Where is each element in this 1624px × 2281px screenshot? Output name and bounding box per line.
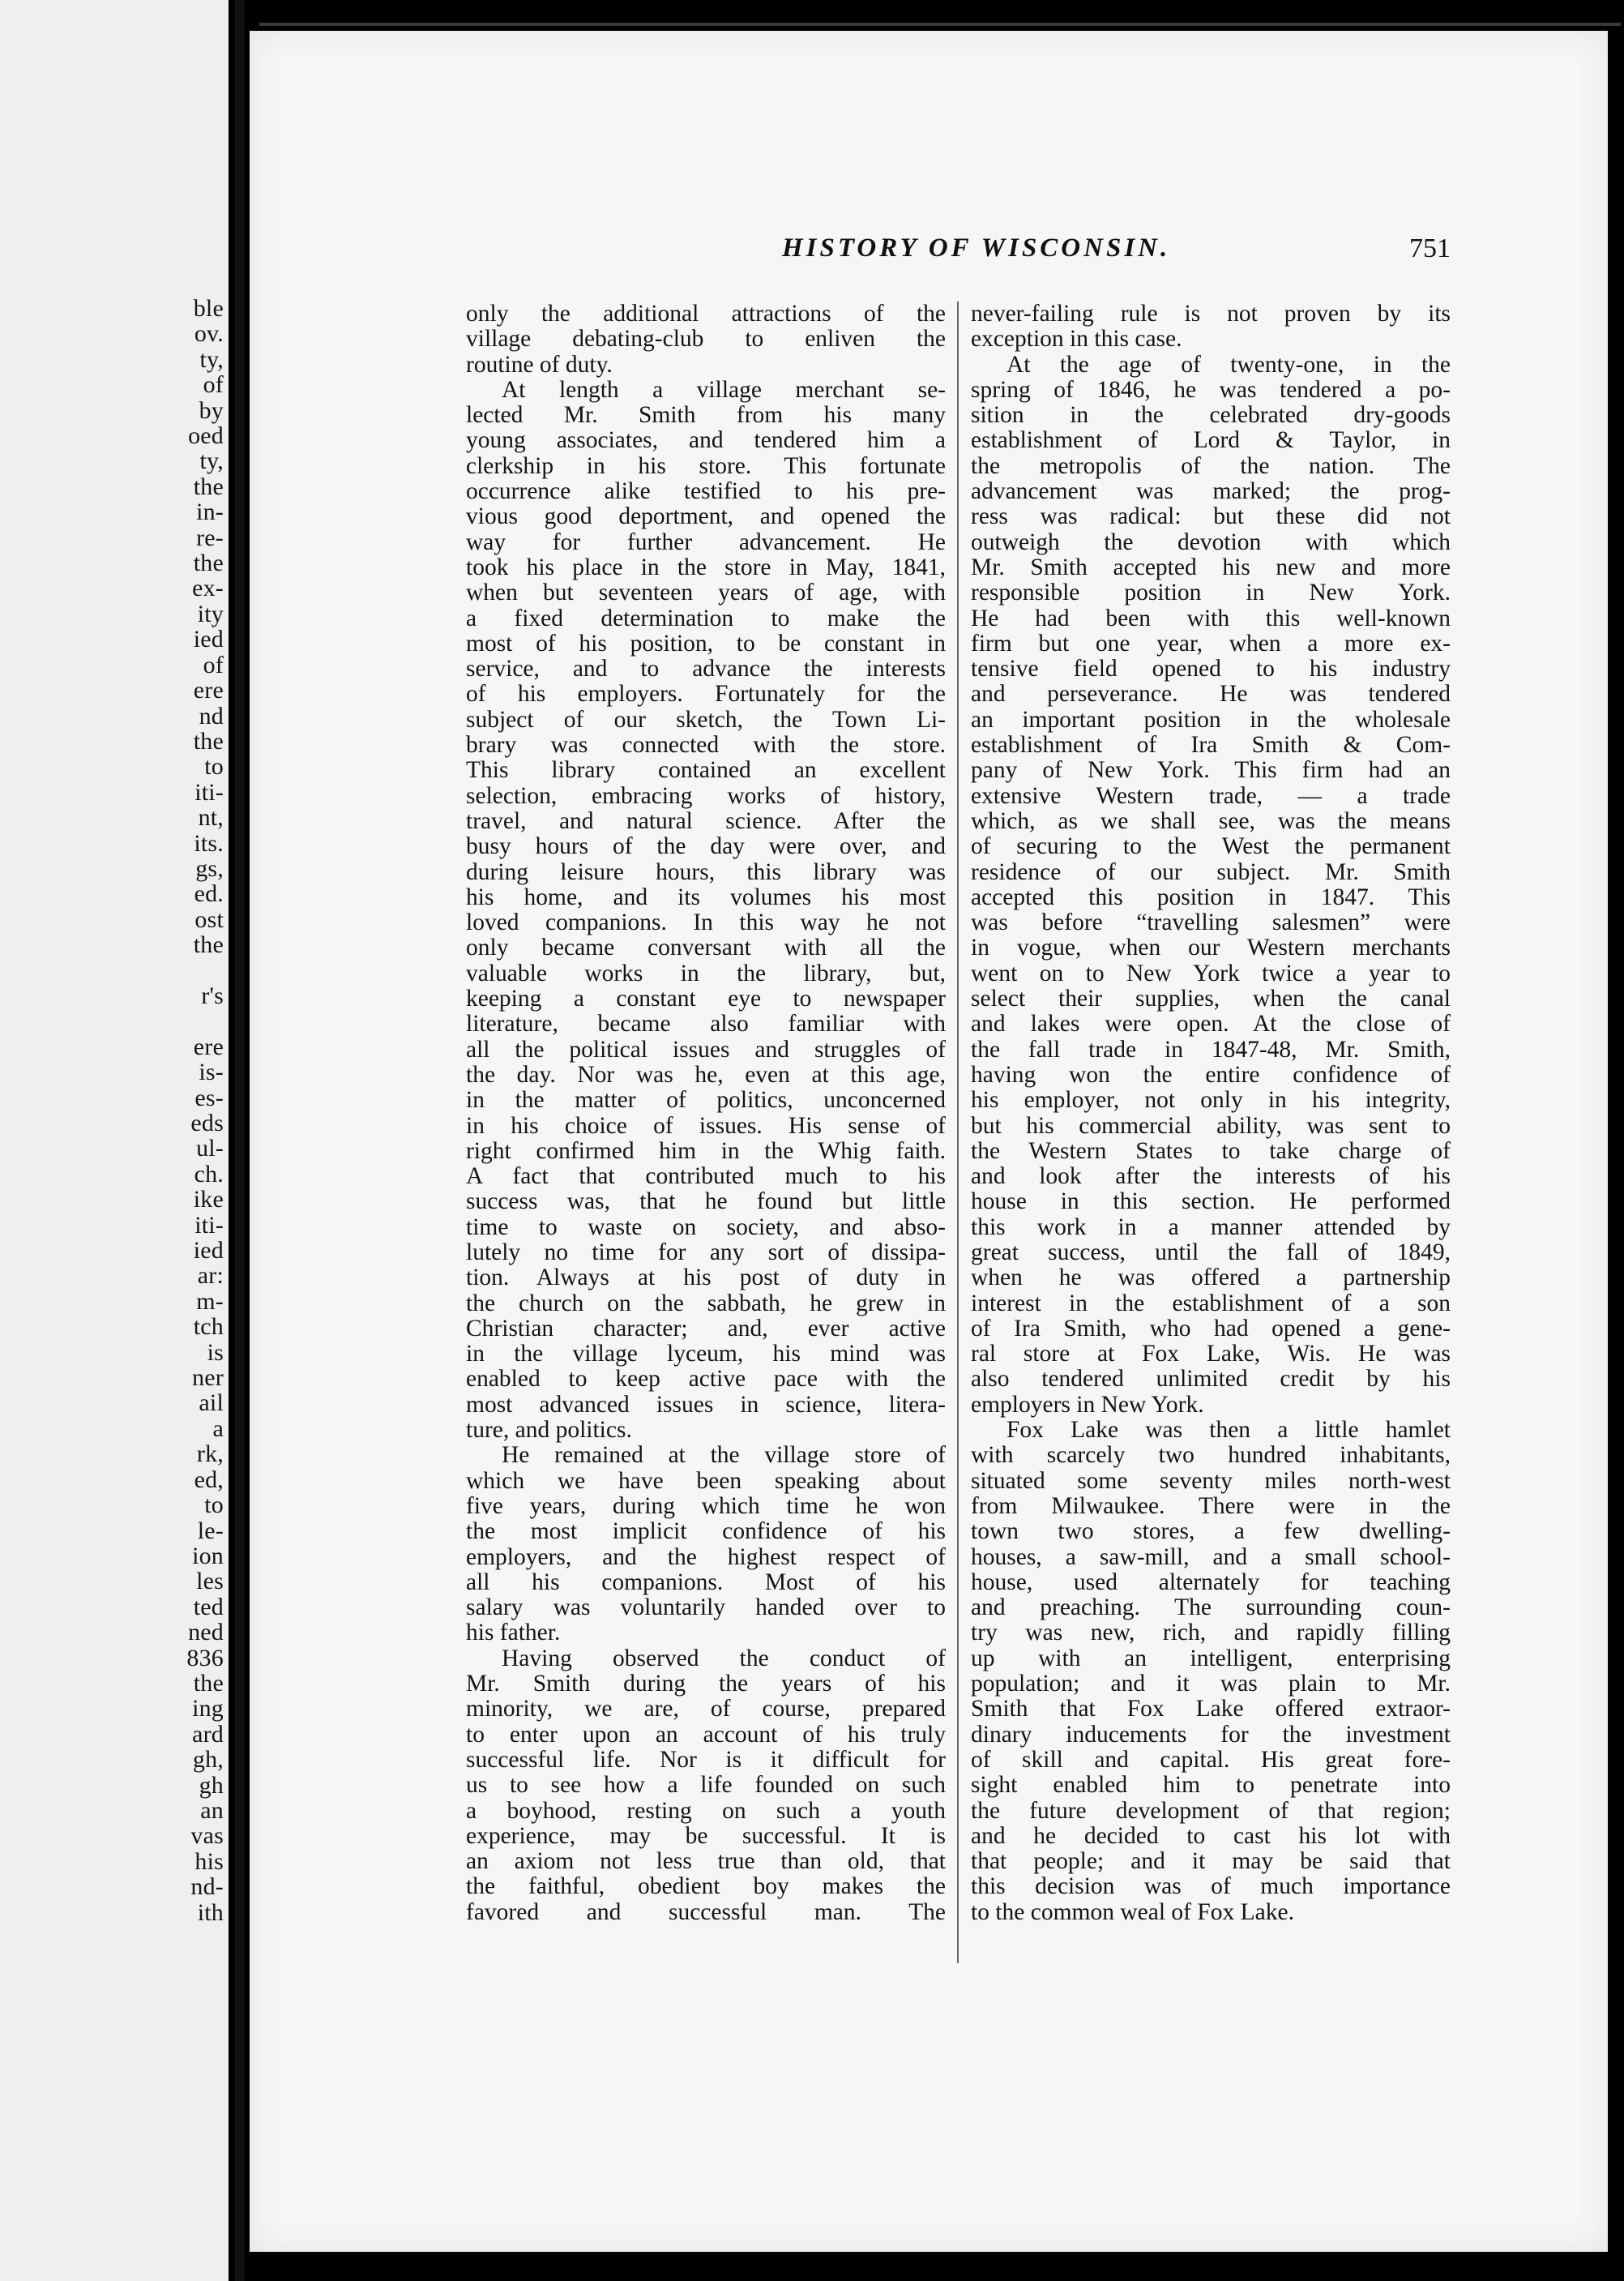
- text-line: population; and it was plain to Mr.: [971, 1671, 1451, 1697]
- left-text-column: [466, 302, 946, 1925]
- fragment-line: ned: [188, 1619, 224, 1646]
- text-line: and preaching. The surrounding coun-: [971, 1594, 1451, 1621]
- text-line: ral store at Fox Lake, Wis. He was: [971, 1341, 1451, 1367]
- text-line: and he decided to cast his lot with: [971, 1822, 1451, 1849]
- text-line: house, used alternately for teaching: [971, 1568, 1451, 1595]
- text-line: keeping a constant eye to newspaper: [466, 986, 946, 1012]
- text-line: great success, until the fall of 1849,: [971, 1239, 1451, 1265]
- text-line: valuable works in the library, but,: [466, 960, 946, 986]
- fragment-line: ty,: [199, 345, 224, 373]
- text-line: only became conversant with all the: [466, 935, 946, 961]
- text-line: most advanced issues in science, litera-: [466, 1391, 946, 1418]
- text-line: outweigh the devotion with which: [971, 529, 1451, 555]
- text-line: ture, and politics.: [466, 1417, 632, 1444]
- text-line: five years, during which time he won: [466, 1492, 946, 1519]
- text-line: right confirmed him in the Whig faith.: [466, 1137, 946, 1164]
- text-line: residence of our subject. Mr. Smith: [971, 858, 1451, 885]
- fragment-line: tch: [193, 1313, 224, 1341]
- text-line: Mr. Smith accepted his new and more: [971, 554, 1451, 580]
- column-rule: [957, 302, 959, 1963]
- text-line: of skill and capital. His great fore-: [971, 1746, 1451, 1773]
- text-line: extensive Western trade, — a trade: [971, 782, 1451, 809]
- text-line: and look after the interests of his: [971, 1163, 1451, 1190]
- text-line: was before “travelling salesmen” were: [971, 909, 1451, 936]
- text-line: all his companions. Most of his: [466, 1568, 946, 1595]
- text-line: This library contained an excellent: [466, 757, 946, 784]
- fragment-line: nd: [199, 702, 224, 730]
- fragment-line: to: [204, 753, 224, 781]
- fragment-line: an: [200, 1796, 224, 1824]
- text-line: in the matter of politics, unconcerned: [466, 1087, 946, 1114]
- text-line: success was, that he found but little: [466, 1188, 946, 1215]
- text-line: when but seventeen years of age, with: [466, 580, 946, 606]
- fragment-line: the: [193, 931, 224, 959]
- fragment-line: in-: [196, 499, 224, 526]
- text-line: He remained at the village store of: [502, 1442, 946, 1469]
- fragment-line: the: [193, 550, 224, 577]
- text-line: minority, we are, of course, prepared: [466, 1696, 946, 1723]
- text-line: accepted this position in 1847. This: [971, 884, 1451, 910]
- top-edge: [259, 23, 1621, 26]
- fragment-line: r's: [201, 982, 224, 1009]
- fragment-line: nt,: [198, 804, 224, 832]
- fragment-line: ard: [192, 1720, 224, 1748]
- text-line: but his commercial ability, was sent to: [971, 1112, 1451, 1139]
- fragment-line: ed.: [194, 880, 224, 908]
- text-line: At length a village merchant se-: [502, 376, 946, 403]
- fragment-line: the: [193, 727, 224, 755]
- text-line: the most implicit confidence of his: [466, 1518, 946, 1545]
- text-line: employers, and the highest respect of: [466, 1543, 946, 1570]
- fragment-line: ail: [199, 1389, 224, 1417]
- fragment-line: ov.: [194, 320, 224, 348]
- text-line: to the common weal of Fox Lake.: [971, 1898, 1294, 1925]
- text-line: select their supplies, when the canal: [971, 986, 1451, 1012]
- fragment-line: ty,: [199, 447, 224, 475]
- text-line: and perseverance. He was tendered: [971, 681, 1451, 708]
- text-line: pany of New York. This firm had an: [971, 757, 1451, 784]
- fragment-line: ul-: [196, 1135, 224, 1162]
- text-line: during leisure hours, this library was: [466, 858, 946, 885]
- text-line: He had been with this well-known: [971, 605, 1451, 631]
- fragment-line: the: [193, 1669, 224, 1697]
- text-line: Having observed the conduct of: [502, 1645, 946, 1671]
- fragment-line: 836: [186, 1644, 224, 1671]
- fragment-line: ost: [194, 905, 224, 933]
- text-line: town two stores, a few dwelling-: [971, 1518, 1451, 1545]
- fragment-line: m-: [196, 1287, 224, 1315]
- text-line: service, and to advance the interests: [466, 656, 946, 683]
- text-line: which we have been speaking about: [466, 1467, 946, 1494]
- text-line: house in this section. He performed: [971, 1188, 1451, 1215]
- fragment-line: ch.: [194, 1160, 224, 1188]
- text-line: up with an intelligent, enterprising: [971, 1645, 1451, 1671]
- fragment-line: the: [193, 473, 224, 500]
- text-line: occurrence alike testified to his pre-: [466, 478, 946, 505]
- text-line: travel, and natural science. After the: [466, 807, 946, 834]
- fragment-line: es-: [194, 1084, 224, 1111]
- fragment-line: of: [203, 371, 224, 399]
- fragment-line: ere: [193, 677, 224, 704]
- fragment-line: iti-: [194, 1211, 224, 1239]
- fragment-line: ed,: [194, 1466, 224, 1493]
- text-line: clerkship in his store. This fortunate: [466, 452, 946, 479]
- text-line: establishment of Ira Smith & Com-: [971, 732, 1451, 759]
- text-line: in vogue, when our Western merchants: [971, 935, 1451, 961]
- text-line: of his employers. Fortunately for the: [466, 681, 946, 708]
- text-line: ress was radical: but these did not: [971, 503, 1451, 530]
- text-line: brary was connected with the store.: [466, 732, 946, 759]
- text-line: enabled to keep active pace with the: [466, 1366, 946, 1393]
- fragment-line: his: [194, 1847, 224, 1875]
- text-line: advancement was marked; the prog-: [971, 478, 1451, 505]
- text-line: sition in the celebrated dry-goods: [971, 402, 1451, 429]
- fragment-line: iti-: [194, 778, 224, 806]
- text-line: and lakes were open. At the close of: [971, 1011, 1451, 1038]
- text-line: lected Mr. Smith from his many: [466, 402, 946, 429]
- fragment-line: is: [207, 1338, 224, 1366]
- text-line: sight enabled him to penetrate into: [971, 1772, 1451, 1799]
- text-line: exception in this case.: [971, 326, 1182, 353]
- text-line: with scarcely two hundred inhabitants,: [971, 1442, 1451, 1469]
- text-line: this work in a manner attended by: [971, 1213, 1451, 1240]
- text-line: selection, embracing works of history,: [466, 782, 946, 809]
- text-line: vious good deportment, and opened the: [466, 503, 946, 530]
- page-header: [466, 233, 1451, 271]
- facing-page-text: [186, 296, 224, 1925]
- text-line: the church on the sabbath, he grew in: [466, 1290, 946, 1316]
- fragment-line: re-: [196, 524, 224, 551]
- fragment-line: a: [212, 1414, 224, 1442]
- fragment-line: gh,: [192, 1746, 224, 1774]
- text-line: tion. Always at his post of duty in: [466, 1265, 946, 1291]
- fragment-line: ar:: [197, 1262, 224, 1290]
- text-line: this decision was of much importance: [971, 1873, 1451, 1900]
- text-line: busy hours of the day were over, and: [466, 833, 946, 860]
- text-line: an axiom not less true than old, that: [466, 1848, 946, 1875]
- text-line: a fixed determination to make the: [466, 605, 946, 631]
- text-line: situated some seventy miles north-west: [971, 1467, 1451, 1494]
- fragment-line: vas: [190, 1822, 224, 1850]
- fragment-line: ied: [193, 1237, 224, 1265]
- text-line: most of his position, to be constant in: [466, 630, 946, 657]
- text-line: Fox Lake was then a little hamlet: [1006, 1417, 1451, 1444]
- fragment-line: is-: [199, 1059, 224, 1086]
- text-line: try was new, rich, and rapidly filling: [971, 1620, 1451, 1646]
- text-line: houses, a saw-mill, and a small school-: [971, 1543, 1451, 1570]
- text-line: favored and successful man. The: [466, 1898, 946, 1925]
- book-gutter: [235, 0, 245, 2281]
- fragment-line: les: [196, 1568, 224, 1595]
- text-line: never-failing rule is not proven by its: [971, 301, 1451, 327]
- text-line: of securing to the West the permanent: [971, 833, 1451, 860]
- fragment-line: le-: [197, 1517, 224, 1544]
- text-line: way for further advancement. He: [466, 529, 946, 555]
- fragment-line: ion: [192, 1542, 224, 1569]
- text-line: salary was voluntarily handed over to: [466, 1594, 946, 1621]
- fragment-line: eds: [190, 1110, 224, 1136]
- text-line: that people; and it may be said that: [971, 1848, 1451, 1875]
- text-line: went on to New York twice a year to: [971, 960, 1451, 986]
- text-line: Mr. Smith during the years of his: [466, 1671, 946, 1697]
- fragment-line: ted: [193, 1593, 224, 1620]
- text-line: Christian character; and, ever active: [466, 1315, 946, 1342]
- fragment-line: ike: [193, 1186, 224, 1213]
- fragment-line: ith: [197, 1898, 224, 1926]
- text-line: only the additional attractions of the: [466, 301, 946, 327]
- text-line: responsible position in New York.: [971, 580, 1451, 606]
- text-line: A fact that contributed much to his: [466, 1163, 946, 1190]
- text-line: spring of 1846, he was tendered a po-: [971, 376, 1451, 403]
- fragment-line: gs,: [195, 854, 224, 882]
- fragment-line: ing: [192, 1695, 224, 1723]
- page-number: 751: [1409, 233, 1451, 263]
- text-line: when he was offered a partnership: [971, 1265, 1451, 1291]
- fragment-line: rk,: [196, 1440, 224, 1468]
- fragment-line: nd-: [190, 1873, 224, 1901]
- fragment-line: its.: [194, 829, 224, 857]
- text-line: an important position in the wholesale: [971, 706, 1451, 733]
- text-line: loved companions. In this way he not: [466, 909, 946, 936]
- fragment-line: ied: [193, 626, 224, 653]
- text-line: took his place in the store in May, 1841,: [466, 554, 946, 580]
- text-line: literature, became also familiar with: [466, 1011, 946, 1038]
- fragment-line: to: [204, 1491, 224, 1519]
- text-line: At the age of twenty-one, in the: [1006, 351, 1451, 378]
- fragment-line: gh: [199, 1771, 224, 1799]
- text-line: the faithful, obedient boy makes the: [466, 1873, 946, 1900]
- text-line: from Milwaukee. There were in the: [971, 1492, 1451, 1519]
- fragment-line: ner: [192, 1364, 224, 1392]
- text-line: time to waste on society, and abso-: [466, 1213, 946, 1240]
- fragment-line: ex-: [192, 575, 224, 602]
- text-line: experience, may be successful. It is: [466, 1822, 946, 1849]
- text-line: the future development of that region;: [971, 1797, 1451, 1824]
- text-line: employers in New York.: [971, 1391, 1204, 1418]
- fragment-line: [186, 958, 224, 983]
- text-line: subject of our sketch, the Town Li-: [466, 706, 946, 733]
- text-line: the fall trade in 1847-48, Mr. Smith,: [971, 1036, 1451, 1063]
- text-line: Smith that Fox Lake offered extraor-: [971, 1696, 1451, 1723]
- text-line: the metropolis of the nation. The: [971, 452, 1451, 479]
- fragment-line: ble: [193, 295, 224, 322]
- running-title: HISTORY OF WISCONSIN.: [782, 233, 1171, 263]
- text-line: his father.: [466, 1620, 561, 1646]
- text-line: his home, and its volumes his most: [466, 884, 946, 910]
- text-line: which, as we shall see, was the means: [971, 807, 1451, 834]
- text-line: of Ira Smith, who had opened a gene-: [971, 1315, 1451, 1342]
- text-line: having won the entire confidence of: [971, 1061, 1451, 1088]
- facing-page-fragment: [0, 0, 229, 2281]
- fragment-line: ity: [197, 600, 224, 627]
- text-line: in the village lyceum, his mind was: [466, 1341, 946, 1367]
- text-line: to enter upon an account of his truly: [466, 1721, 946, 1748]
- fragment-line: of: [203, 651, 224, 678]
- text-line: lutely no time for any sort of dissipa-: [466, 1239, 946, 1265]
- text-line: tensive field opened to his industry: [971, 656, 1451, 683]
- text-line: also tendered unlimited credit by his: [971, 1366, 1451, 1393]
- text-line: the Western States to take charge of: [971, 1137, 1451, 1164]
- text-line: us to see how a life founded on such: [466, 1772, 946, 1799]
- text-line: young associates, and tendered him a: [466, 427, 946, 454]
- text-line: establishment of Lord & Taylor, in: [971, 427, 1451, 454]
- text-line: interest in the establishment of a son: [971, 1290, 1451, 1316]
- fragment-line: [186, 1008, 224, 1034]
- text-line: dinary inducements for the investment: [971, 1721, 1451, 1748]
- text-line: firm but one year, when a more ex-: [971, 630, 1451, 657]
- text-line: routine of duty.: [466, 351, 613, 378]
- text-line: in his choice of issues. His sense of: [466, 1112, 946, 1139]
- right-text-column: [971, 302, 1451, 1925]
- text-line: successful life. Nor is it difficult for: [466, 1746, 946, 1773]
- text-line: village debating-club to enliven the: [466, 326, 946, 353]
- fragment-line: by: [199, 396, 224, 424]
- text-line: the day. Nor was he, even at this age,: [466, 1061, 946, 1088]
- text-line: all the political issues and struggles of: [466, 1036, 946, 1063]
- fragment-line: ere: [193, 1033, 224, 1060]
- fragment-line: oed: [188, 422, 224, 450]
- text-line: his employer, not only in his integrity,: [971, 1087, 1451, 1114]
- text-line: a boyhood, resting on such a youth: [466, 1797, 946, 1824]
